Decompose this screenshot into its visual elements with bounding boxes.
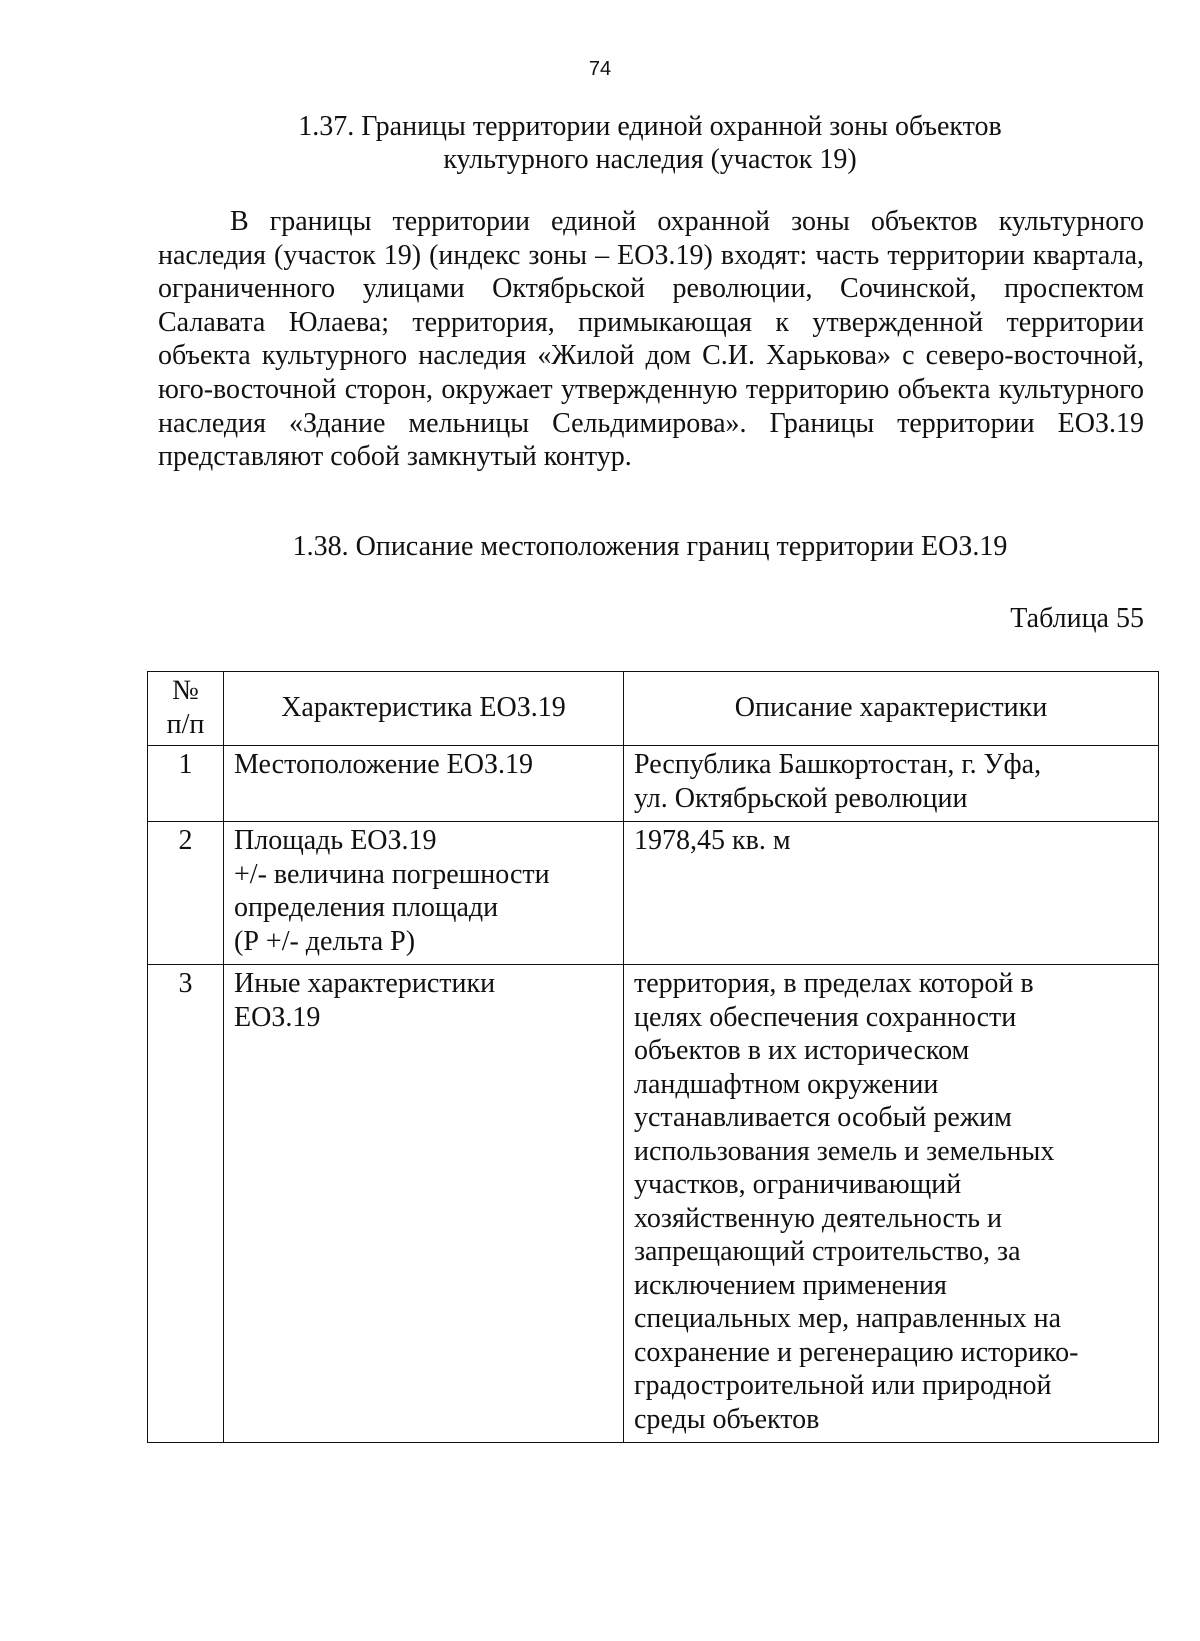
description-cell (624, 746, 1159, 822)
description-line: целях обеспечения сохранности (634, 1001, 1017, 1033)
description-line: сохранение и регенерацию историко- (634, 1336, 1079, 1368)
row-number-cell: 3 (148, 965, 224, 1443)
description-line: 1978,45 кв. м (634, 825, 791, 856)
section-1-37-title-line1: 1.37. Границы территории единой охранной зоны объектов (298, 111, 1002, 142)
characteristic-cell (224, 746, 624, 822)
section-1-37-heading (150, 110, 1150, 176)
table-row (148, 822, 1159, 965)
header-characteristic: Характеристика ЕОЗ.19 (224, 672, 624, 746)
row-number-cell: 2 (148, 822, 224, 965)
characteristic-line: ЕОЗ.19 (234, 1001, 321, 1033)
characteristic-line: Иные характеристики (234, 968, 496, 999)
description-line: исключением применения (634, 1269, 947, 1301)
table-body (148, 746, 1159, 1443)
description-cell (624, 822, 1159, 965)
description-line: объектов в их историческом (634, 1035, 970, 1066)
description-line: среды объектов (634, 1403, 820, 1435)
characteristic-cell (224, 822, 624, 965)
page-number: 74 (588, 58, 612, 80)
table-header-row (148, 672, 1159, 746)
description-line: использования земель и земельных (634, 1135, 1055, 1167)
table-caption: Таблица 55 (1010, 603, 1144, 634)
characteristic-line: определения площади (234, 892, 499, 923)
characteristic-cell (224, 965, 624, 1443)
characteristic-line: +/- величина погрешности (234, 858, 550, 890)
description-cell (624, 965, 1159, 1443)
characteristic-line: (Р +/- дельта Р) (234, 925, 416, 957)
description-line: участков, ограничивающий (634, 1169, 962, 1200)
description-line: ландшафтном окружении (634, 1068, 939, 1100)
description-line: территория, в пределах которой в (634, 968, 1034, 999)
header-number (148, 672, 224, 746)
characteristics-table (147, 671, 1159, 1443)
section-1-37-paragraph: В границы территории единой охранной зоны объектов культурного наследия (участок 19) (индекс зоны – ЕОЗ.19) входят: часть территории квартала, ограниченного улицами Октябрьской революции, Сочинской, проспектом Салавата Юлаева; территория, примыкающая к утвержденной территории объекта культурного наследия «Жилой дом С.И. Харькова» с северо-восточной, юго-восточной сторон, окружает утвержденную территорию объекта культурного наследия «Здание мельницы Сельдимирова». Границы территории ЕОЗ.19 представляют собой замкнутый контур. (158, 206, 1144, 473)
description-line: градостроительной или природной (634, 1370, 1052, 1401)
description-line: Республика Башкортостан, г. Уфа, (634, 749, 1042, 780)
header-number-line1: № (172, 675, 199, 706)
description-line: ул. Октябрьской революции (634, 782, 968, 814)
header-number-line2: п/п (166, 708, 205, 740)
header-description: Описание характеристики (624, 672, 1159, 746)
description-line: устанавливается особый режим (634, 1102, 1012, 1133)
section-1-37-title-line2: культурного наследия (участок 19) (443, 144, 857, 175)
table-row (148, 965, 1159, 1443)
description-line: специальных мер, направленных на (634, 1303, 1062, 1334)
section-1-38-heading: 1.38. Описание местоположения границ территории ЕОЗ.19 (292, 531, 1008, 562)
characteristic-line: Местоположение ЕОЗ.19 (234, 749, 533, 780)
description-line: запрещающий строительство, за (634, 1236, 1021, 1267)
table-row (148, 746, 1159, 822)
description-line: хозяйственную деятельность и (634, 1202, 1002, 1234)
characteristic-line: Площадь ЕОЗ.19 (234, 825, 437, 856)
row-number-cell: 1 (148, 746, 224, 822)
